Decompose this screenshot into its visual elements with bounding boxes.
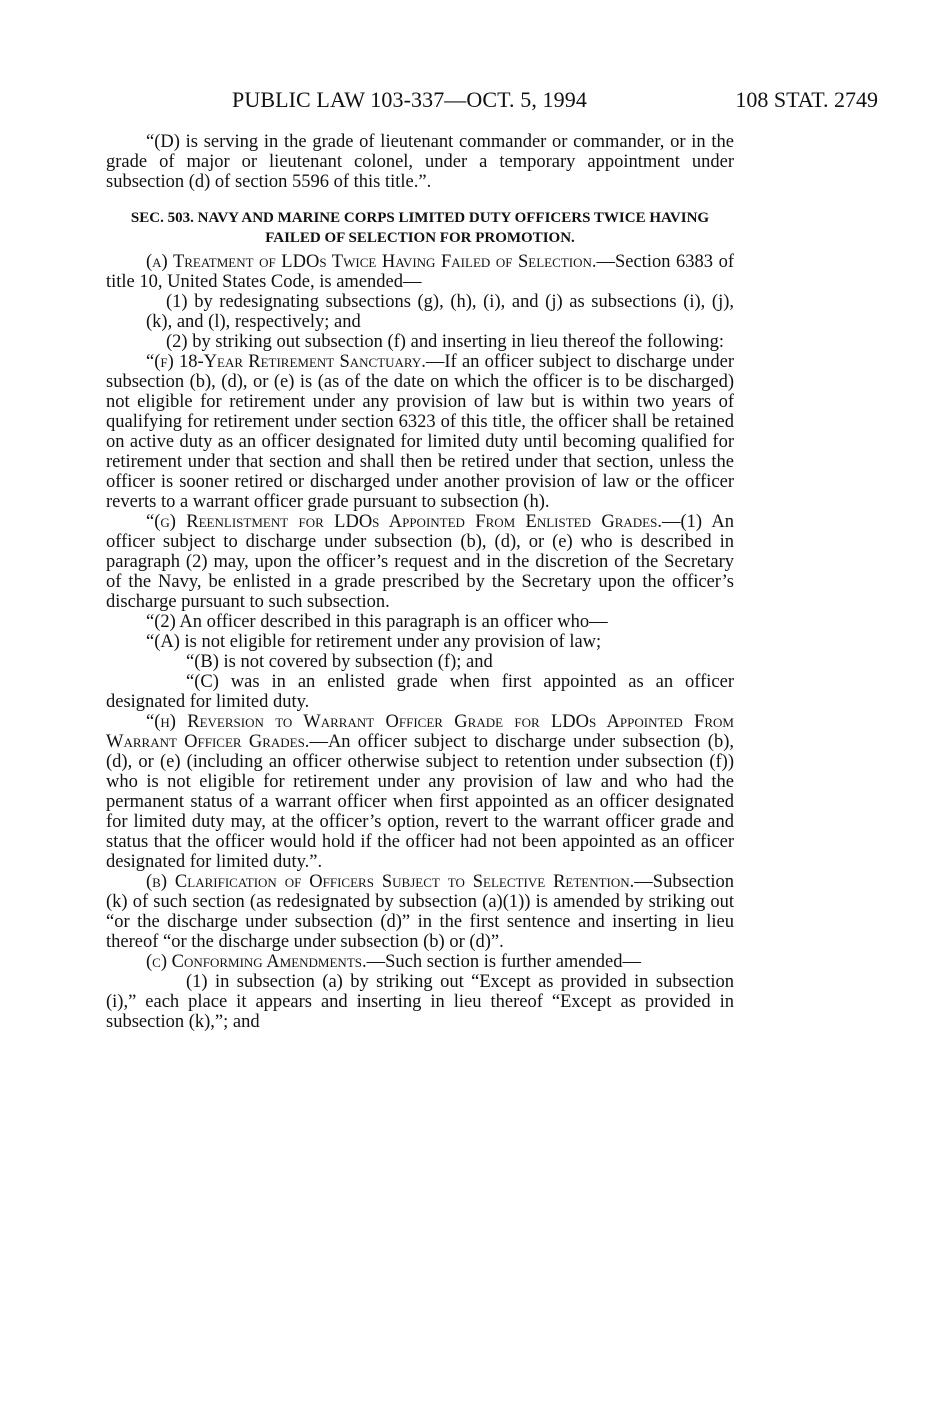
subsection-a-text: —Section 6383 of title 10, United States Code, is amended— bbox=[106, 252, 734, 292]
subsection-g-heading: “(g) Reenlistment for LDOs Appointed From Enlisted Grades. bbox=[146, 512, 662, 532]
subsection-a-heading: (a) Treatment of LDOs Twice Having Failed of Selection. bbox=[146, 252, 597, 272]
subsection-g bbox=[106, 512, 734, 612]
subsection-f bbox=[106, 352, 734, 512]
subsection-f-heading: “(f) 18-Year Retirement Sanctuary. bbox=[146, 352, 426, 372]
subsection-c-text: —Such section is further amended— bbox=[366, 952, 641, 972]
statute-page-number: 108 STAT. 2749 bbox=[735, 87, 878, 112]
subsection-b-text: —Subsection (k) of such section (as redesignated by subsection (a)(1)) is amended by striking out “or the discharge under subsection (d)” in the first sentence and inserting in lieu thereof “or the discharge under subsection (b) or (d)”. bbox=[106, 872, 734, 952]
subsection-b bbox=[106, 872, 734, 952]
subsection-c bbox=[106, 952, 734, 972]
subsection-c-heading: (c) Conforming Amendments. bbox=[146, 952, 367, 972]
section-title: NAVY AND MARINE CORPS LIMITED DUTY OFFICERS TWICE HAVING FAILED OF SELECTION FOR PROMOTION. bbox=[197, 210, 710, 246]
public-law-citation: PUBLIC LAW 103-337—OCT. 5, 1994 bbox=[232, 87, 587, 112]
subsection-b-heading: (b) Clarification of Officers Subject to Selective Retention. bbox=[146, 872, 635, 892]
page-header bbox=[210, 84, 878, 116]
clause-g-c: “(C) was in an enlisted grade when first appointed as an officer designated for limited duty. bbox=[106, 672, 734, 712]
subsection-h bbox=[106, 712, 734, 872]
paragraph-g2: “(2) An officer described in this paragraph is an officer who— bbox=[146, 612, 608, 632]
subsection-h-heading: “(h) Reversion to Warrant Officer Grade for LDOs Appointed From Warrant Officer Grades. bbox=[106, 712, 734, 752]
subsection-h-text: —An officer subject to discharge under subsection (b), (d), or (e) (including an officer otherwise subject to retention under subsection (f)) who is not eligible for retirement under any provision of law and who had the permanent status of a warrant officer when first appointed as an officer designated for limited duty may, at the officer’s option, revert to the warrant officer grade and status that the officer would hold if the officer had not been appointed as an officer designated for limited duty.”. bbox=[106, 732, 734, 872]
clause-g-b: “(B) is not covered by subsection (f); and bbox=[186, 652, 493, 672]
clause-g-a: “(A) is not eligible for retirement under any provision of law; bbox=[146, 632, 602, 652]
subsection-a bbox=[106, 252, 734, 292]
paragraph-d-grade: “(D) is serving in the grade of lieutenant commander or commander, or in the grade of major or lieutenant colonel, under a temporary appointment under subsection (d) of section 5596 of this title.”. bbox=[106, 132, 734, 192]
subsection-f-text: —If an officer subject to discharge under subsection (b), (d), or (e) is (as of the date on which the officer is to be discharged) not eligible for retirement under any provision of law but is within two years of qualifying for retirement under section 6323 of this title, the officer shall be retained on active duty as an officer designated for limited duty until becoming qualified for retirement under that section and shall then be retired under that section, unless the officer is sooner retired or discharged under another provision of law or the officer reverts to a warrant officer grade pursuant to subsection (h). bbox=[106, 352, 734, 512]
paragraph-a2: (2) by striking out subsection (f) and inserting in lieu thereof the following: bbox=[166, 332, 724, 352]
paragraph-c1: (1) in subsection (a) by striking out “Except as provided in subsection (i),” each place it appears and inserting in lieu thereof “Except as provided in subsection (k),”; and bbox=[106, 972, 734, 1032]
paragraph-a1: (1) by redesignating subsections (g), (h), (i), and (j) as subsections (i), (j), (k), and (l), respectively; and bbox=[146, 292, 734, 332]
section-heading bbox=[106, 208, 734, 248]
section-number: SEC. 503. bbox=[130, 210, 194, 226]
document-body bbox=[106, 132, 734, 1032]
subsection-g-text: —(1) An officer subject to discharge under subsection (b), (d), or (e) who is described in paragraph (2) may, upon the officer’s request and in the discretion of the Secretary of the Navy, be enlisted in a grade prescribed by the Secretary upon the officer’s discharge pursuant to such subsection. bbox=[106, 512, 735, 612]
